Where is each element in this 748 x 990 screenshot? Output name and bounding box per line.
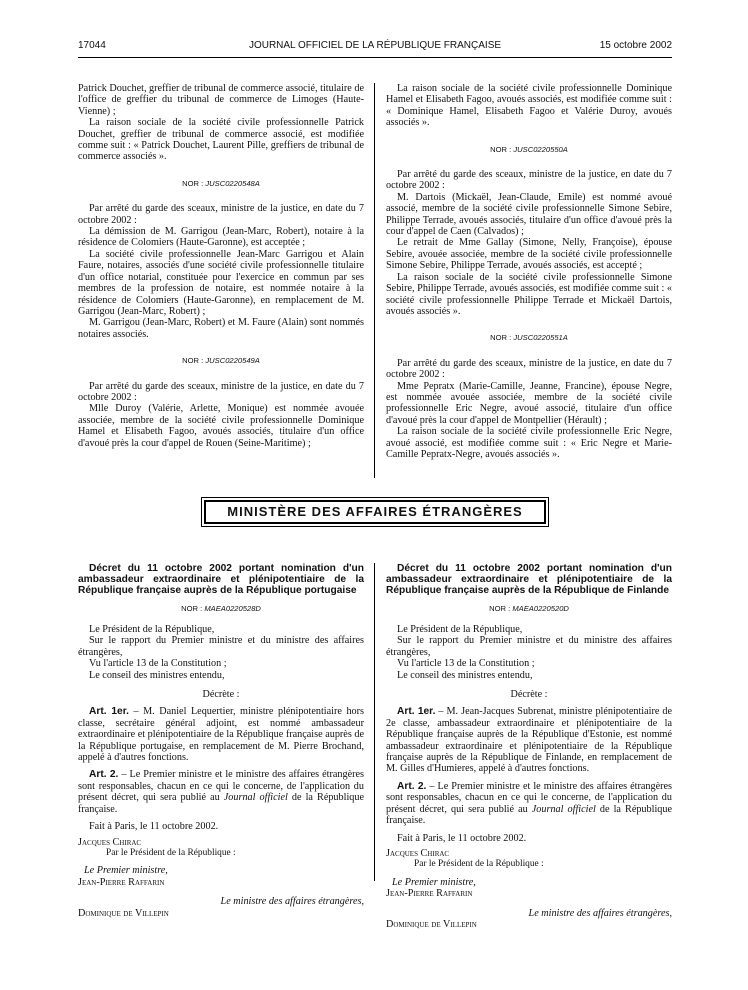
minister-title: Le ministre des affaires étrangères, <box>220 896 364 908</box>
paragraph: La raison sociale de la société civile professionnelle Eric Negre, avoué associé, est modifiée comme suit : « Eric Negre et Marie-Camille Pepratx-Negre, avoués associés ». <box>386 426 672 460</box>
issue-date: 15 octobre 2002 <box>599 40 672 51</box>
article-2: Art. 2. – Le Premier ministre et le ministre des affaires étrangères sont responsables, chacun en ce qui le concerne, de l'application du présent décret, qui sera publié au Journal officiel de la République française. <box>78 769 364 815</box>
intro-line: Le conseil des ministres entendu, <box>397 669 533 681</box>
paragraph: La démission de M. Garrigou (Jean-Marc, Robert), notaire à la résidence de Colomiers (Haute-Garonne), est acceptée ; <box>78 226 364 249</box>
decrete: Décrète : <box>510 689 548 701</box>
paragraph: M. Garrigou (Jean-Marc, Robert) et M. Faure (Alain) sont nommés notaires associés. <box>78 317 364 340</box>
intro-line: Sur le rapport du Premier ministre et du ministre des affaires étrangères, <box>78 635 364 658</box>
ministry-name: MINISTÈRE DES AFFAIRES ÉTRANGÈRES <box>227 504 523 519</box>
par-le-president: Par le Président de la République : <box>106 847 236 858</box>
article-1: Art. 1er. – M. Jean-Jacques Subrenat, ministre plénipotentiaire de 2e classe, ambassadeur extraordinaire et plénipotentiaire de la République française auprès de la République d'Estonie, est nommé ambassadeur extraordinaire et plénipotentiaire de la République française auprès de la République de Finlande, en remplacement de M. Gilles d'Humieres, appelé à d'autres fonctions. <box>386 706 672 775</box>
page-header <box>78 40 672 56</box>
intro-line: Le Président de la République, <box>89 624 215 636</box>
par-le-president: Par le Président de la République : <box>414 859 544 870</box>
paragraph: Le retrait de Mme Gallay (Simone, Nelly, Françoise), épouse Sebire, avouée associée, membre de la société civile professionnelle Simone Sebire, Philippe Terrade, avoués associés, est accepté ; <box>386 237 672 272</box>
page-number: 17044 <box>78 40 106 51</box>
paragraph: Mme Pepratx (Marie-Camille, Jeanne, Francine), épouse Negre, est nommée avouée associée, membre de la société civile professionnelle Eric Negre, avoué associé, titulaire d'un office d'avoué près la cour d'appel de Montpellier (Hérault) ; <box>386 380 672 426</box>
decree-title: Décret du 11 octobre 2002 portant nomination d'un ambassadeur extraordinaire et plénipotentiaire de la République française auprès de la République de Finlande <box>386 563 672 597</box>
minister-name: Dominique de Villepin <box>78 907 169 919</box>
minister-title: Le ministre des affaires étrangères, <box>528 907 672 919</box>
decree-finlande <box>386 563 672 930</box>
intro-line: Vu l'article 13 de la Constitution ; <box>397 658 535 670</box>
intro-line: Vu l'article 13 de la Constitution ; <box>89 658 227 670</box>
nor-reference: NOR : MAEA0220520D <box>489 603 569 613</box>
paragraph: Par arrêté du garde des sceaux, ministre de la justice, en date du 7 octobre 2002 : <box>78 203 364 226</box>
pm-name: Jean-Pierre Raffarin <box>78 876 165 888</box>
fait-a-paris: Fait à Paris, le 11 octobre 2002. <box>397 832 527 844</box>
nor-reference: NOR : JUSC0220551A <box>490 333 568 343</box>
paragraph: M. Dartois (Mickaël, Jean-Claude, Emile) est nommé avoué associé, membre de la société civile professionnelle Simone Sebire, Philippe Terrade, avoués associés, titulaire d'un office d'avoué près la cour d'appel de Caen (Calvados) ; <box>386 191 672 238</box>
article-2: Art. 2. – Le Premier ministre et le ministre des affaires étrangères sont responsables, chacun en ce qui le concerne, de l'application du présent décret, qui sera publié au Journal officiel de la République française. <box>386 780 672 827</box>
journal-title: JOURNAL OFFICIEL DE LA RÉPUBLIQUE FRANÇAISE <box>248 40 502 51</box>
header-rule <box>78 57 672 58</box>
intro-line: Le Président de la République, <box>397 624 523 636</box>
pm-title: Le Premier ministre, <box>392 876 476 888</box>
pm-name: Jean-Pierre Raffarin <box>386 888 473 900</box>
decree-title: Décret du 11 octobre 2002 portant nomination d'un ambassadeur extraordinaire et plénipotentiaire de la République française auprès de la République portugaise <box>78 563 364 597</box>
paragraph: Mlle Duroy (Valérie, Arlette, Monique) est nommée avouée associée, membre de la société civile professionnelle Dominique Hamel et Elisabeth Fagoo, avoués associés, titulaire d'un office d'avoué près la cour d'appel de Rouen (Seine-Maritime) ; <box>78 403 364 449</box>
ministry-banner <box>204 500 546 524</box>
intro-line: Le conseil des ministres entendu, <box>89 669 225 681</box>
signature-president: Jacques Chirac <box>78 836 142 848</box>
paragraph: La raison sociale de la société civile professionnelle Dominique Hamel et Elisabeth Fagoo, avoués associés, est modifiée comme suit : « Dominique Hamel, Elisabeth Fagoo et Valérie Duroy, avoués associés ». <box>386 83 672 129</box>
paragraph: Par arrêté du garde des sceaux, ministre de la justice, en date du 7 octobre 2002 : <box>78 380 364 403</box>
nor-reference: NOR : JUSC0220548A <box>182 178 260 188</box>
paragraph: Patrick Douchet, greffier de tribunal de commerce associé, titulaire de l'office de greffier du tribunal de commerce de Limoges (Haute-Vienne) ; <box>78 83 364 117</box>
minister-name: Dominique de Villepin <box>386 918 477 930</box>
paragraph: La raison sociale de la société civile professionnelle Patrick Douchet, greffier de tribunal de commerce associé, est modifiée comme suit : « Patrick Douchet, Laurent Pille, greffiers de tribunal de commerce associés ». <box>78 117 364 163</box>
nor-reference: NOR : MAEA0220528D <box>181 603 261 613</box>
column-divider <box>374 563 375 881</box>
nor-reference: NOR : JUSC0220549A <box>182 356 260 366</box>
nor-reference: NOR : JUSC0220550A <box>490 144 568 154</box>
column-divider <box>374 83 375 478</box>
pm-title: Le Premier ministre, <box>84 865 168 877</box>
paragraph: Par arrêté du garde des sceaux, ministre de la justice, en date du 7 octobre 2002 : <box>386 169 672 192</box>
decree-portugal <box>78 563 364 919</box>
top-left-column <box>78 83 364 449</box>
paragraph: La raison sociale de la société civile professionnelle Simone Sebire, Philippe Terrade, avoués associés, est modifiée comme suit : « société civile professionnelle Philippe Terrade et Mickaël Dartois, avoués associés ». <box>386 271 672 317</box>
fait-a-paris: Fait à Paris, le 11 octobre 2002. <box>89 821 219 833</box>
top-right-column <box>386 83 672 460</box>
paragraph: Par arrêté du garde des sceaux, ministre de la justice, en date du 7 octobre 2002 : <box>386 357 672 381</box>
intro-line: Sur le rapport du Premier ministre et du ministre des affaires étrangères, <box>386 635 672 658</box>
paragraph: La société civile professionnelle Jean-Marc Garrigou et Alain Faure, notaires, associés d'une société civile professionnelle titulaire d'un office notarial, constituée pour l'exercice en commun par ses membres de la profession de notaire, est nommée notaire à la résidence de Colomiers (Haute-Garonne), en remplacement de M. Garrigou (Jean-Marc, Robert) ; <box>78 248 364 317</box>
article-1: Art. 1er. – M. Daniel Lequertier, ministre plénipotentiaire hors classe, secrétaire général adjoint, est nommé ambassadeur extraordinaire et plénipotentiaire de la République française auprès de la République portugaise, en remplacement de M. Pierre Brochand, appelé à d'autres fonctions. <box>78 706 364 764</box>
decrete: Décrète : <box>202 689 240 701</box>
signature-president: Jacques Chirac <box>386 847 450 859</box>
